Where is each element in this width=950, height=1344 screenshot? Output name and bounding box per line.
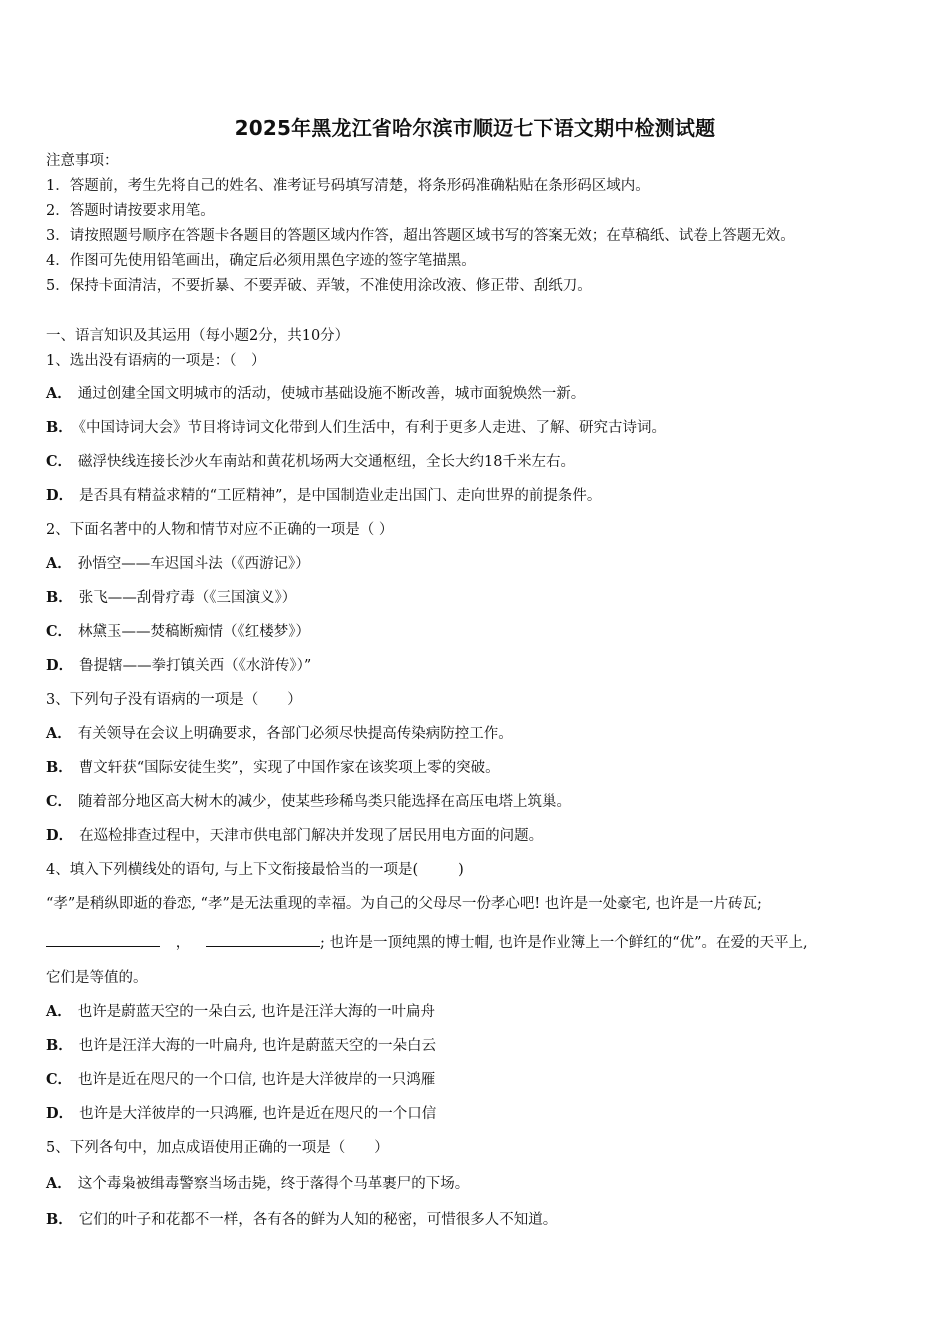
option-label: B． (46, 759, 73, 776)
option-label: C． (46, 453, 73, 470)
option-text: 也许是大洋彼岸的一只鸿雁, 也许是近在咫尺的一个口信 (79, 1106, 437, 1122)
option-d (46, 1104, 436, 1124)
option-text: 它们的叶子和花都不一样，各有各的鲜为人知的秘密，可惜很多人不知道。 (78, 1212, 558, 1228)
option-b (46, 1210, 557, 1230)
option-label: C． (46, 623, 73, 640)
option-text: 《中国诗词大会》节目将诗词文化带到人们生活中，有利于更多人走进、了解、研究古诗词。 (78, 420, 667, 436)
option-label: A． (46, 725, 72, 742)
passage-separator: ， (175, 935, 191, 951)
option-label: B． (46, 1037, 73, 1054)
option-a (46, 724, 513, 744)
stem-text-end: ) (458, 862, 464, 878)
option-label: D． (46, 1105, 74, 1122)
option-label: D． (46, 657, 74, 674)
option-text: 有关领导在会议上明确要求，各部门必须尽快提高传染病防控工作。 (77, 726, 513, 742)
option-c (46, 622, 310, 642)
option-text: 在巡检排查过程中，天津市供电部门解决并发现了居民用电方面的问题。 (79, 828, 544, 844)
option-text: 孙悟空——车迟国斗法（《西游记》） (77, 556, 310, 572)
option-c (46, 452, 575, 472)
question-stem: 5、下列各句中，加点成语使用正确的一项是（ ） (46, 1140, 389, 1156)
passage-line: “孝”是稍纵即逝的眷恋, “孝”是无法重现的幸福。为自己的父母尽一份孝心吧! 也许是一处豪宅, 也许是一片砖瓦; (46, 896, 762, 912)
option-text: 林黛玉——焚稿断痴情（《红楼梦》） (78, 624, 311, 640)
option-b (46, 758, 500, 778)
fill-blank[interactable] (206, 932, 320, 947)
option-text: 也许是蔚蓝天空的一朵白云, 也许是汪洋大海的一叶扁舟 (77, 1004, 435, 1020)
passage-text: ; 也许是一顶纯黑的博士帽, 也许是作业簿上一个鲜红的“优”。在爱的天平上, (320, 935, 808, 951)
notice-heading: 注意事项： (46, 153, 119, 169)
question-stem (46, 860, 464, 880)
option-label: A． (46, 555, 72, 572)
option-d (46, 826, 543, 846)
option-label: A． (46, 385, 72, 402)
option-label: A． (46, 1003, 72, 1020)
option-label: D． (46, 487, 74, 504)
option-c (46, 792, 571, 812)
section-heading: 一、语言知识及其运用（每小题2分，共10分） (46, 328, 350, 344)
option-text: 也许是近在咫尺的一个口信, 也许是大洋彼岸的一只鸿雁 (78, 1072, 436, 1088)
option-text: 曹文轩获“国际安徒生奖”，实现了中国作家在该奖项上零的突破。 (78, 760, 500, 776)
option-text: 随着部分地区高大树木的减少，使某些珍稀鸟类只能选择在高压电塔上筑巢。 (78, 794, 572, 810)
notice-item: 2．答题时请按要求用笔。 (46, 203, 215, 219)
option-d (46, 656, 311, 676)
question-stem: 3、下列句子没有语病的一项是（ ） (46, 692, 302, 708)
option-a (46, 1002, 435, 1022)
option-b (46, 418, 666, 438)
option-label: B． (46, 589, 73, 606)
option-a (46, 384, 585, 404)
passage-line: 它们是等值的。 (46, 970, 148, 986)
stem-text: 4、填入下列横线处的语句, 与上下文衔接最恰当的一项是( (46, 862, 419, 878)
notice-item: 5．保持卡面清洁，不要折暴、不要弄破、弄皱，不准使用涂改液、修正带、刮纸刀。 (46, 278, 592, 294)
option-b (46, 588, 296, 608)
option-label: D． (46, 827, 74, 844)
option-text: 通过创建全国文明城市的活动，使城市基础设施不断改善，城市面貌焕然一新。 (77, 386, 586, 402)
option-d (46, 486, 601, 506)
notice-item: 4．作图可先使用铅笔画出，确定后必须用黑色字迹的签字笔描黑。 (46, 253, 476, 269)
page-title: 2025年黑龙江省哈尔滨市顺迈七下语文期中检测试题 (234, 116, 716, 140)
option-text: 鲁提辖——拳打镇关西（《水浒传》）” (79, 658, 312, 674)
notice-item: 1．答题前，考生先将自己的姓名、准考证号码填写清楚，将条形码准确粘贴在条形码区域内。 (46, 178, 650, 194)
option-label: C． (46, 793, 73, 810)
option-a (46, 554, 310, 574)
option-text: 张飞——刮骨疗毒（《三国演义》） (78, 590, 297, 606)
fill-blank[interactable] (46, 932, 160, 947)
option-c (46, 1070, 435, 1090)
option-text: 这个毒枭被缉毒警察当场击毙，终于落得个马革裹尸的下场。 (77, 1176, 470, 1192)
option-label: B． (46, 419, 73, 436)
passage-line (46, 932, 808, 953)
question-stem: 1、选出没有语病的一项是：（ ） (46, 353, 266, 369)
option-label: A． (46, 1175, 72, 1192)
option-a (46, 1174, 469, 1194)
option-text: 磁浮快线连接长沙火车南站和黄花机场两大交通枢纽，全长大约18千米左右。 (78, 454, 575, 470)
option-label: C． (46, 1071, 73, 1088)
option-text: 也许是汪洋大海的一叶扁舟, 也许是蔚蓝天空的一朵白云 (78, 1038, 436, 1054)
option-b (46, 1036, 436, 1056)
question-stem: 2、下面名著中的人物和情节对应不正确的一项是（ ） (46, 522, 394, 538)
option-label: B． (46, 1211, 73, 1228)
notice-item: 3．请按照题号顺序在答题卡各题目的答题区域内作答，超出答题区域书写的答案无效；在草稿纸、试卷上答题无效。 (46, 228, 795, 244)
option-text: 是否具有精益求精的“工匠精神”，是中国制造业走出国门、走向世界的前提条件。 (79, 488, 602, 504)
